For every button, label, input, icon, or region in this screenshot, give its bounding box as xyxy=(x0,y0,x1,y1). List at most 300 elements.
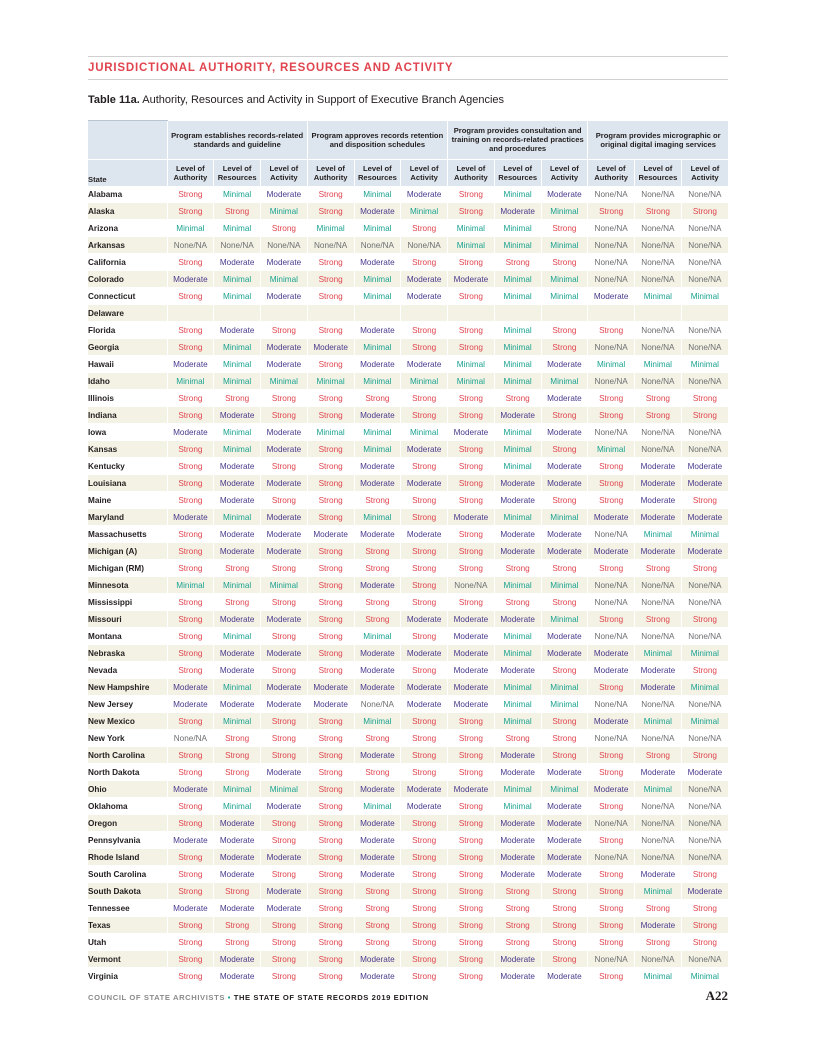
sub-header: Level of Resources xyxy=(635,160,682,187)
level-cell: Strong xyxy=(401,509,448,526)
level-cell: Moderate xyxy=(354,747,401,764)
level-cell: None/NA xyxy=(681,832,728,849)
level-cell xyxy=(681,305,728,322)
level-cell: Minimal xyxy=(681,526,728,543)
state-name: Missouri xyxy=(88,611,167,628)
level-cell xyxy=(541,305,588,322)
level-cell: Strong xyxy=(307,900,354,917)
level-cell: Minimal xyxy=(494,645,541,662)
level-cell: None/NA xyxy=(681,271,728,288)
level-cell: Strong xyxy=(261,917,308,934)
level-cell: Strong xyxy=(541,951,588,968)
level-cell: Minimal xyxy=(681,713,728,730)
level-cell: Strong xyxy=(261,747,308,764)
level-cell: Strong xyxy=(448,322,495,339)
level-cell: Strong xyxy=(635,407,682,424)
level-cell: Moderate xyxy=(354,781,401,798)
table-row xyxy=(88,611,728,628)
level-cell: Moderate xyxy=(635,917,682,934)
level-cell: None/NA xyxy=(588,237,635,254)
level-cell: Strong xyxy=(307,492,354,509)
level-cell: Strong xyxy=(448,492,495,509)
level-cell: Strong xyxy=(261,832,308,849)
level-cell: Moderate xyxy=(401,475,448,492)
level-cell: Strong xyxy=(588,883,635,900)
level-cell: Moderate xyxy=(167,679,214,696)
level-cell: Strong xyxy=(307,407,354,424)
level-cell xyxy=(167,305,214,322)
level-cell: None/NA xyxy=(588,220,635,237)
level-cell: Moderate xyxy=(261,526,308,543)
level-cell: Strong xyxy=(401,628,448,645)
level-cell: Strong xyxy=(635,560,682,577)
level-cell: Strong xyxy=(261,713,308,730)
level-cell: Minimal xyxy=(448,356,495,373)
level-cell xyxy=(214,305,261,322)
level-cell: Strong xyxy=(354,390,401,407)
level-cell: Strong xyxy=(307,254,354,271)
level-cell: None/NA xyxy=(635,849,682,866)
footer-separator: • xyxy=(227,993,231,1002)
level-cell: Strong xyxy=(401,220,448,237)
level-cell: Strong xyxy=(448,254,495,271)
level-cell: Moderate xyxy=(214,832,261,849)
level-cell: Minimal xyxy=(354,220,401,237)
level-cell: Moderate xyxy=(354,968,401,985)
level-cell: Strong xyxy=(541,883,588,900)
level-cell: Moderate xyxy=(167,424,214,441)
level-cell: None/NA xyxy=(635,730,682,747)
level-cell: None/NA xyxy=(635,220,682,237)
level-cell: Minimal xyxy=(214,577,261,594)
level-cell: Strong xyxy=(214,594,261,611)
level-cell: Strong xyxy=(354,764,401,781)
level-cell: Minimal xyxy=(541,237,588,254)
level-cell: Moderate xyxy=(635,475,682,492)
level-cell: None/NA xyxy=(588,373,635,390)
level-cell: Moderate xyxy=(541,356,588,373)
level-cell: Strong xyxy=(167,543,214,560)
level-cell: Minimal xyxy=(681,679,728,696)
level-cell: Strong xyxy=(214,390,261,407)
level-cell: Moderate xyxy=(167,900,214,917)
level-cell: Strong xyxy=(588,934,635,951)
level-cell: Minimal xyxy=(635,883,682,900)
level-cell: Strong xyxy=(448,186,495,203)
level-cell: Moderate xyxy=(401,441,448,458)
level-cell: Strong xyxy=(261,407,308,424)
state-name: New Hampshire xyxy=(88,679,167,696)
level-cell: Moderate xyxy=(494,764,541,781)
level-cell: Strong xyxy=(401,254,448,271)
level-cell: Moderate xyxy=(214,696,261,713)
level-cell: Strong xyxy=(167,934,214,951)
level-cell: Moderate xyxy=(261,679,308,696)
level-cell: Minimal xyxy=(681,645,728,662)
level-cell: Strong xyxy=(541,662,588,679)
level-cell: None/NA xyxy=(635,254,682,271)
level-cell: Strong xyxy=(214,917,261,934)
level-cell: Strong xyxy=(541,441,588,458)
level-cell: Moderate xyxy=(448,696,495,713)
level-cell: Strong xyxy=(541,713,588,730)
table-row xyxy=(88,679,728,696)
level-cell: Strong xyxy=(448,849,495,866)
state-name: Rhode Island xyxy=(88,849,167,866)
level-cell: None/NA xyxy=(448,577,495,594)
level-cell: Strong xyxy=(448,390,495,407)
level-cell: Minimal xyxy=(448,373,495,390)
level-cell: Moderate xyxy=(588,662,635,679)
level-cell: None/NA xyxy=(681,815,728,832)
level-cell: Strong xyxy=(167,611,214,628)
level-cell: Strong xyxy=(354,900,401,917)
level-cell: Moderate xyxy=(261,798,308,815)
table-body xyxy=(88,186,728,985)
table-title: Authority, Resources and Activity in Support of Executive Branch Agencies xyxy=(142,94,504,106)
level-cell: Moderate xyxy=(307,526,354,543)
level-cell: Moderate xyxy=(354,577,401,594)
level-cell: Strong xyxy=(307,713,354,730)
level-cell: Moderate xyxy=(214,322,261,339)
state-name: California xyxy=(88,254,167,271)
state-name: South Dakota xyxy=(88,883,167,900)
level-cell: None/NA xyxy=(681,781,728,798)
level-cell: Moderate xyxy=(588,288,635,305)
state-name: Colorado xyxy=(88,271,167,288)
table-caption xyxy=(88,94,504,106)
top-divider xyxy=(88,56,728,57)
sub-header: Level of Resources xyxy=(214,160,261,187)
level-cell: Strong xyxy=(214,883,261,900)
state-name: Virginia xyxy=(88,968,167,985)
level-cell: Minimal xyxy=(261,271,308,288)
level-cell: Minimal xyxy=(167,577,214,594)
level-cell: Minimal xyxy=(494,356,541,373)
level-cell: None/NA xyxy=(635,577,682,594)
table-row xyxy=(88,934,728,951)
state-name: Ohio xyxy=(88,781,167,798)
state-name: Georgia xyxy=(88,339,167,356)
level-cell: Strong xyxy=(167,322,214,339)
level-cell: Moderate xyxy=(494,815,541,832)
level-cell: Strong xyxy=(401,951,448,968)
level-cell: Moderate xyxy=(167,832,214,849)
level-cell: Moderate xyxy=(681,543,728,560)
level-cell: Strong xyxy=(681,611,728,628)
level-cell: Moderate xyxy=(635,509,682,526)
level-cell: Strong xyxy=(448,203,495,220)
level-cell: None/NA xyxy=(681,628,728,645)
table-row xyxy=(88,305,728,322)
level-cell: Strong xyxy=(448,798,495,815)
level-cell: Moderate xyxy=(541,798,588,815)
level-cell: None/NA xyxy=(588,339,635,356)
level-cell xyxy=(401,305,448,322)
state-name: Connecticut xyxy=(88,288,167,305)
level-cell: Moderate xyxy=(681,475,728,492)
level-cell: Strong xyxy=(448,441,495,458)
level-cell: Moderate xyxy=(401,186,448,203)
level-cell: Minimal xyxy=(494,186,541,203)
group-header: Program provides micrographic or original digital imaging services xyxy=(588,121,728,160)
level-cell: Moderate xyxy=(541,968,588,985)
authority-table xyxy=(88,120,728,985)
sub-header: Level of Authority xyxy=(167,160,214,187)
level-cell: Strong xyxy=(307,322,354,339)
level-cell: Strong xyxy=(588,917,635,934)
level-cell: Minimal xyxy=(494,237,541,254)
level-cell: None/NA xyxy=(588,577,635,594)
level-cell: Minimal xyxy=(354,424,401,441)
level-cell: Minimal xyxy=(214,679,261,696)
state-name: Texas xyxy=(88,917,167,934)
level-cell: Strong xyxy=(167,475,214,492)
level-cell: Strong xyxy=(588,764,635,781)
level-cell: Strong xyxy=(307,186,354,203)
level-cell: None/NA xyxy=(681,254,728,271)
level-cell: Strong xyxy=(401,730,448,747)
level-cell: Minimal xyxy=(541,611,588,628)
level-cell: Moderate xyxy=(401,271,448,288)
state-name: New York xyxy=(88,730,167,747)
level-cell: None/NA xyxy=(635,594,682,611)
level-cell: Strong xyxy=(401,764,448,781)
level-cell: Strong xyxy=(588,322,635,339)
level-cell: Moderate xyxy=(214,492,261,509)
level-cell: Strong xyxy=(354,934,401,951)
level-cell: Strong xyxy=(307,594,354,611)
level-cell: Moderate xyxy=(214,543,261,560)
level-cell: Moderate xyxy=(307,679,354,696)
level-cell: Strong xyxy=(167,594,214,611)
level-cell: Moderate xyxy=(354,951,401,968)
level-cell: Moderate xyxy=(401,781,448,798)
level-cell: Strong xyxy=(307,645,354,662)
sub-header: Level of Activity xyxy=(261,160,308,187)
level-cell: None/NA xyxy=(588,254,635,271)
level-cell: Strong xyxy=(401,917,448,934)
level-cell: Strong xyxy=(448,543,495,560)
table-row xyxy=(88,441,728,458)
level-cell: Strong xyxy=(448,475,495,492)
level-cell: Strong xyxy=(167,203,214,220)
level-cell: Moderate xyxy=(401,356,448,373)
level-cell: Strong xyxy=(261,560,308,577)
table-row xyxy=(88,628,728,645)
level-cell: Strong xyxy=(588,390,635,407)
level-cell: None/NA xyxy=(681,594,728,611)
level-cell: Moderate xyxy=(541,832,588,849)
level-cell: None/NA xyxy=(681,322,728,339)
level-cell: Strong xyxy=(588,458,635,475)
level-cell: Moderate xyxy=(541,645,588,662)
sub-header: Level of Authority xyxy=(588,160,635,187)
table-row xyxy=(88,373,728,390)
level-cell: Strong xyxy=(307,764,354,781)
level-cell: None/NA xyxy=(354,237,401,254)
level-cell: Minimal xyxy=(494,322,541,339)
level-cell: Strong xyxy=(354,594,401,611)
table-row xyxy=(88,203,728,220)
level-cell: Strong xyxy=(401,577,448,594)
level-cell xyxy=(588,305,635,322)
level-cell xyxy=(307,305,354,322)
table-row xyxy=(88,577,728,594)
level-cell: Strong xyxy=(448,866,495,883)
level-cell: Strong xyxy=(354,492,401,509)
level-cell: Moderate xyxy=(494,968,541,985)
level-cell: Minimal xyxy=(354,509,401,526)
state-name: Maryland xyxy=(88,509,167,526)
level-cell: Strong xyxy=(167,968,214,985)
level-cell: Moderate xyxy=(541,543,588,560)
level-cell: Strong xyxy=(448,526,495,543)
state-name: Iowa xyxy=(88,424,167,441)
table-row xyxy=(88,900,728,917)
level-cell: Moderate xyxy=(261,611,308,628)
level-cell: None/NA xyxy=(261,237,308,254)
level-cell: Strong xyxy=(494,730,541,747)
level-cell: Strong xyxy=(448,883,495,900)
level-cell: Strong xyxy=(167,815,214,832)
level-cell: None/NA xyxy=(681,951,728,968)
level-cell: None/NA xyxy=(635,339,682,356)
level-cell: Strong xyxy=(401,560,448,577)
level-cell: Minimal xyxy=(214,713,261,730)
sub-header-row xyxy=(88,160,728,187)
level-cell: Moderate xyxy=(448,679,495,696)
table-row xyxy=(88,696,728,713)
level-cell: Strong xyxy=(635,934,682,951)
level-cell: Moderate xyxy=(354,322,401,339)
level-cell: Strong xyxy=(448,934,495,951)
sub-header: Level of Authority xyxy=(448,160,495,187)
state-name: Delaware xyxy=(88,305,167,322)
level-cell: Strong xyxy=(307,917,354,934)
level-cell: Moderate xyxy=(635,679,682,696)
level-cell: Moderate xyxy=(448,628,495,645)
level-cell: Strong xyxy=(214,747,261,764)
level-cell: Strong xyxy=(167,798,214,815)
level-cell: Moderate xyxy=(401,679,448,696)
level-cell: Minimal xyxy=(494,781,541,798)
level-cell: Moderate xyxy=(354,254,401,271)
level-cell: Strong xyxy=(541,730,588,747)
level-cell: Strong xyxy=(307,611,354,628)
level-cell: Minimal xyxy=(494,577,541,594)
level-cell: Strong xyxy=(214,203,261,220)
sub-header: Level of Authority xyxy=(307,160,354,187)
level-cell: Moderate xyxy=(261,356,308,373)
state-name: Mississippi xyxy=(88,594,167,611)
level-cell: Minimal xyxy=(541,679,588,696)
level-cell: Strong xyxy=(167,390,214,407)
state-name: South Carolina xyxy=(88,866,167,883)
level-cell: Moderate xyxy=(448,662,495,679)
level-cell: Strong xyxy=(167,713,214,730)
level-cell: Strong xyxy=(307,866,354,883)
level-cell: Minimal xyxy=(541,288,588,305)
level-cell: Moderate xyxy=(494,747,541,764)
level-cell: Minimal xyxy=(541,696,588,713)
level-cell: None/NA xyxy=(167,237,214,254)
level-cell: Strong xyxy=(214,730,261,747)
level-cell: Minimal xyxy=(214,509,261,526)
table-row xyxy=(88,475,728,492)
level-cell: Strong xyxy=(681,866,728,883)
level-cell: Minimal xyxy=(541,203,588,220)
level-cell: Strong xyxy=(681,492,728,509)
level-cell: None/NA xyxy=(588,628,635,645)
state-name: Arkansas xyxy=(88,237,167,254)
level-cell: Minimal xyxy=(307,424,354,441)
level-cell: Strong xyxy=(307,509,354,526)
state-name: Utah xyxy=(88,934,167,951)
level-cell: Minimal xyxy=(494,696,541,713)
table-row xyxy=(88,390,728,407)
level-cell: Moderate xyxy=(214,611,261,628)
level-cell: Minimal xyxy=(541,509,588,526)
level-cell: Moderate xyxy=(354,475,401,492)
level-cell: Moderate xyxy=(214,254,261,271)
level-cell: Strong xyxy=(261,951,308,968)
level-cell: Strong xyxy=(448,458,495,475)
level-cell: Minimal xyxy=(214,186,261,203)
state-name: Minnesota xyxy=(88,577,167,594)
sub-header: Level of Activity xyxy=(401,160,448,187)
level-cell: Moderate xyxy=(635,662,682,679)
level-cell: Moderate xyxy=(494,866,541,883)
level-cell: Strong xyxy=(401,662,448,679)
table-row xyxy=(88,917,728,934)
level-cell: Minimal xyxy=(307,373,354,390)
level-cell: Moderate xyxy=(494,543,541,560)
level-cell: None/NA xyxy=(635,271,682,288)
level-cell: None/NA xyxy=(635,798,682,815)
level-cell: Minimal xyxy=(494,713,541,730)
level-cell: Minimal xyxy=(494,679,541,696)
level-cell: Strong xyxy=(401,968,448,985)
level-cell xyxy=(261,305,308,322)
level-cell: None/NA xyxy=(588,849,635,866)
level-cell: Strong xyxy=(167,628,214,645)
level-cell: Strong xyxy=(448,764,495,781)
level-cell: Strong xyxy=(167,917,214,934)
state-name: Nebraska xyxy=(88,645,167,662)
level-cell: Moderate xyxy=(354,203,401,220)
level-cell: Moderate xyxy=(588,543,635,560)
level-cell: Strong xyxy=(588,407,635,424)
level-cell: Minimal xyxy=(401,203,448,220)
level-cell: None/NA xyxy=(401,237,448,254)
level-cell: Minimal xyxy=(214,441,261,458)
level-cell: Minimal xyxy=(448,220,495,237)
level-cell: Strong xyxy=(588,560,635,577)
level-cell: Strong xyxy=(588,832,635,849)
level-cell: Strong xyxy=(541,220,588,237)
level-cell xyxy=(494,305,541,322)
level-cell: Strong xyxy=(448,815,495,832)
level-cell xyxy=(635,305,682,322)
table-row xyxy=(88,322,728,339)
level-cell: None/NA xyxy=(588,186,635,203)
table-row xyxy=(88,730,728,747)
level-cell: Strong xyxy=(307,815,354,832)
state-name: North Dakota xyxy=(88,764,167,781)
level-cell: Moderate xyxy=(541,475,588,492)
level-cell: Strong xyxy=(588,679,635,696)
